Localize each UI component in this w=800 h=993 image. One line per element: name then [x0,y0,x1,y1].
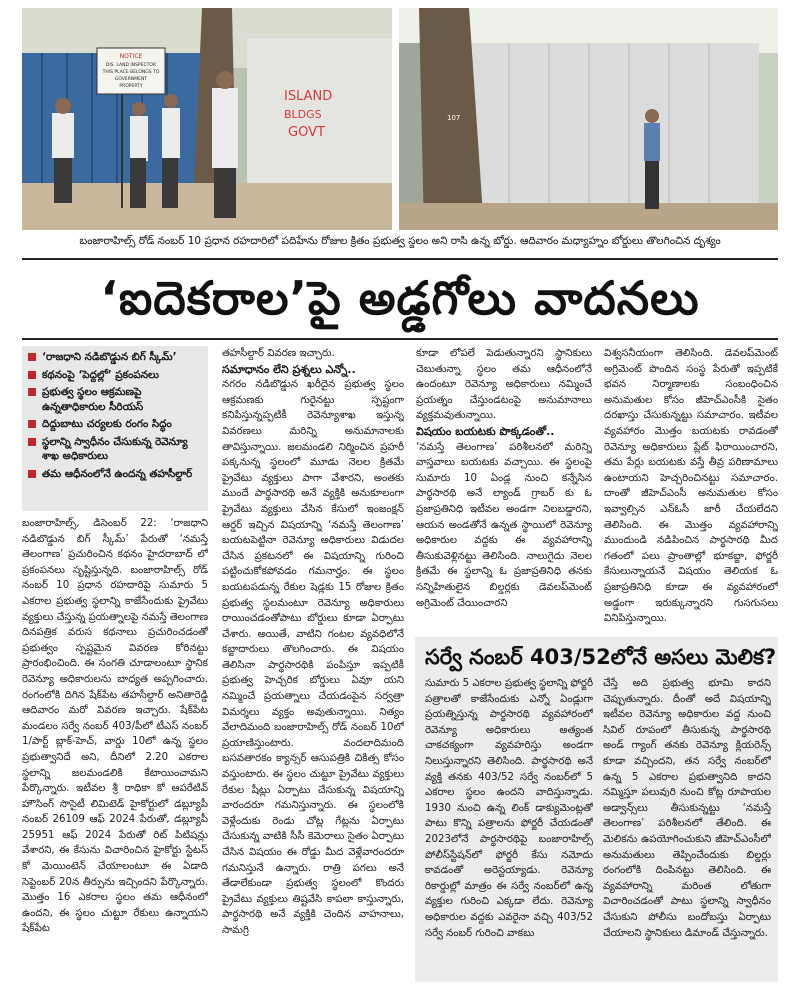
notice-line: THIS PLACE BELONGS TO [102,70,160,75]
notice-line: PROPERTY [119,84,143,89]
highlight-item: దిద్దుబాటు చర్యలకు రంగం సిద్ధం [28,417,202,432]
article-paragraph: తహసీల్దార్ వివరణ ఇచ్చారు. [222,348,335,359]
bullet-square-icon [28,388,36,396]
article-paragraph: ‘నమస్తే తెలంగాణ’ పరిశీలనలో మరిన్ని వాస్తవాలు బయటకు వచ్చాయి. ఈ స్థలంపై సుమారు 10 ఏండ్ల నుంచి కన్నేసిన పార్థసారథి అనే ల్యాండ్ గ్రాబర్ కు ఓ ప్రజాప్రతినిధి ఇటీవల అండగా నిలబడ్డారని, ఆయన అండతోనే ఉన్నత స్థాయిలో రెవెన్యూ అధికారుల వద్దకు ఈ వ్యవహారాన్ని తీసుకువెళ్లినట్టు తెలిసింది. నాలుగైదు నెలల క్రితమే ఈ స్థలాన్ని ఓ ప్రజాప్రతినిధి తనకు సన్నిహితులైన బిల్డర్లకు డెవలప్‌మెంట్ అగ్రిమెంట్ చేయించారని [416,441,592,609]
headline: ‘ఐదెకరాల’పై అడ్డగోలు వాదనలు [100,271,700,325]
article-paragraph: విశ్వసనీయంగా తెలిసింది. డెవలప్‌మెంట్ అగ్రిమెంట్ పొందిన సంస్థ పేరుతో ఇప్పటికే భవన నిర్మాణాలకు సంబంధించిన అనుమతుల కోసం జీహెచ్‌ఎంసీకి సైతం దరఖాస్తు చేసుకున్నట్టు సమాచారం. ఇటీవల వ్యవహారం మొత్తం బయటకు రావడంతో రెవెన్యూ అధికారులు ప్లేట్ ఫిరాయించారని, తమ పేర్లు బయటకు వస్తే తీవ్ర పరిణామాలు ఉంటాయని హెచ్చరించినట్టు సమాచారం. దాంతో జీహెచ్‌ఎంసీ అనుమతుల కోసం ఇవ్వాల్సిన ఎన్‌ఓసీ జారీ చేయలేదని తెలిసింది. ఈ మొత్తం వ్యవహారాన్ని ముందుండి నడిపించిన పార్థసారథి మీద గతంలో పలు ప్రాంతాల్లో భూకబ్జా, ఫోర్జరీ కేసులున్నాయనే విషయం తెలియక ఓ ప్రజాప్రతినిధి కూడా ఈ వ్యవహారంలో అడ్డంగా ఇరుక్కున్నారని గుసగుసలు వినిపిస్తున్నాయి. [604,348,778,625]
notice-line: DIS. LAND INSPECTOR [105,63,157,68]
graffiti-line: BLDGS [284,108,322,121]
tree-number: 107 [447,114,461,122]
photo-removed-boards-illustration [399,8,778,230]
article-paragraph: చేస్తే అది ప్రభుత్వ భూమి కాదని చెప్పుతున్నారు. దీంతో అదే విషయాన్ని ఇటీవల రెవెన్యూ అధికారుల వద్ద నుంచి సివిల్ రూపంలో తీసుకున్న పార్థసారథి అండ్ గ్యాంగ్ తనకు రెవెన్యూ క్లియరెన్స్ కూడా వచ్చిందని, తన సర్వే నంబర్‌లో ఉన్న 5 ఎకరాల ప్రభుత్వానిది కాదని నమ్మిస్తూ పలువురి నుంచి కోట్ల రూపాయల అడ్వాన్స్‌లు తీసుకున్నట్టు ‘నమస్తే తెలంగాణ’ పరిశీలనలో తేలింది. ఈ మెలికను ఉపయోగించుకుని జీహెచ్‌ఎంసీలో అనుమతులు తెప్పించేందుకు బిల్డర్లు రంగంలోకి దింపినట్టు తెలిసింది. ఈ వ్యవహారాన్ని మరింత లోతుగా విచారించడంతో పాటు స్థలాన్ని స్వాధీనం చేసుకుని పోలీసు బందోబస్తు ఏర్పాటు చేయాలని స్థానికులు డిమాండ్ చేస్తున్నారు. [603,678,771,939]
notice-line: NOTICE [119,53,143,60]
bullet-square-icon [28,420,36,428]
graffiti-line: ISLAND [284,89,333,104]
photo-signboard [22,8,392,230]
photo-signboard-illustration [22,8,392,230]
bullet-square-icon [28,353,36,361]
photo-caption: బంజారాహిల్స్ రోడ్ నంబర్ 10 ప్రధాన రహదారిలో పదిహేను రోజుల క్రితం ప్రభుత్వ స్థలం అని రాసి ఉన్న బోర్డు. ఆదివారం మధ్యాహ్నం బోర్డులు తొలగించిన దృశ్యం [79,235,721,247]
notice-line: GOVERNMENT [114,77,148,82]
article-paragraph: సుమారు 5 ఎకరాల ప్రభుత్వ స్థలాన్ని ఫోర్జరీ పత్రాలతో కాజేసేందుకు ఎన్నో ఏండ్లుగా ప్రయత్నిస్తున్న పార్థసారథి వ్యవహారంలో రెవెన్యూ అధికారులు అత్యంత చాకచక్యంగా వ్యవహరిస్తు అండగా నిలుస్తున్నారని తెలిసింది. పార్థసారథి అనే వ్యక్తి తనకు 403/52 సర్వే నంబర్‌లో 5 ఎకరాల స్థలం ఉందని వాదిస్తున్నాడు. 1930 నుంచి ఉన్న లింక్ డాక్యుమెంట్లతో పాటు కొన్ని పత్రాలను ఫోర్జరీ చేయడంతో 2023లోనే పార్థసారథిపై బంజారాహిల్స్ పోలీస్‌స్టేషన్‌లో ఫోర్జరీ కేసు నమోదు కావడంతో అరెస్టయ్యాడు. రెవెన్యూ రికార్డుల్లో మాత్రం ఈ సర్వే నంబర్‌లో ఉన్న వ్యక్తుల గురించి ఎక్కడా లేదు. రెవెన్యూ అధికారుల వద్దకు ఎవరైనా వచ్చి 403/52 సర్వే నంబర్ గురించి వాకబు [425,678,593,939]
column-1 [22,516,208,986]
sidebar-box-left-column [425,676,593,978]
bullet-square-icon [28,371,36,379]
highlight-item: ‘రాజధాని నడిబొడ్డున బిగ్ స్కీమ్’ [28,350,202,365]
photo-removed-boards [399,8,778,230]
article-paragraph: బంజారాహిల్స్, డిసెంబర్ 22: ‘రాజధాని నడిబొడ్డున బిగ్ స్కీమ్’ పేరుతో ‘నమస్తే తెలంగాణ’ ప్రచురించిన కథనం హైదరాబాద్ లో ప్రకంపనలు సృష్టిస్తున్నది. బంజారాహిల్స్ రోడ్ నంబర్ 10 ప్రధాన రహదారిపై సుమారు 5 ఎకరాల ప్రభుత్వ స్థలాన్ని కాజేసేందుకు ప్రైవేటు వ్యక్తులు చేస్తున్న ప్రయత్నాలపై నమస్తే తెలంగాణ దినపత్రిక వరుస కథనాలు ప్రచురించడంతో ప్రభుత్వం స్పష్టమైన వివరణ కోరినట్టు ప్రారంభించింది. ఈ సంగతి చూడాలంటూ స్థానిక రెవెన్యూ అధికారులను బాధ్యత అప్పగించారు. రంగంలోకి దిగిన షేక్‌పేట తహసీల్దార్ అనితారెడ్డి ఆదివారం మరో వివరణ ఇచ్చారు. షేక్‌పేట మండలం సర్వే నంబర్ 403/పీలో టీఎస్ నంబర్ 1/పార్ట్ బ్లాక్-హెచ్, వార్డు 10లో ఉన్న స్థలం ప్రభుత్వానిదే అని, దీనిలో 2.20 ఎకరాల స్థలాన్ని జలమండలికి కేటాయించామని పేర్కొన్నారు. ఇటీవల శ్రీ రాధికా కో ఆపరేటివ్ హౌసింగ్ సొసైటీ లిమిటెడ్ హైకోర్టులో డబ్ల్యూపీ నంబర్ 26109 ఆఫ్ 2024 పేరుతో, డబ్ల్యూపీ 25951 ఆఫ్ 2024 పేరుతో రిట్ పిటిషన్లు వేశారని, ఈ కేసును విచారించిన హైకోర్టు స్టేటస్ కో మెయింటెన్ చేయాలంటూ ఈ ఏడాది సెప్టెంబర్ 20న తీర్పును ఇచ్చిందని పేర్కొన్నారు. మొత్తం 16 ఎకరాల స్థలం తమ ఆధీనంలో ఉందని, ఈ స్థలం చుట్టూ రేకులు ఉన్నాయని షేక్‌పేట [22,518,208,935]
sidebar-box-right-column [603,676,771,978]
highlight-item: స్థలాన్ని స్వాధీనం చేసుకున్న రెవెన్యూ శాఖ అధికారులు [28,435,202,464]
article-paragraph: నగరం నడిబొడ్డున ఖరీదైన ప్రభుత్వ స్థలం ఆక్రమణకు గురైనట్టు స్పష్టంగా కనిపిస్తున్నప్పటికీ రెవెన్యూశాఖ ఇస్తున్న వివరణలు మరిన్ని అనుమానాలకు తావిస్తున్నాయి. జలమండలి నిర్మించిన ప్రహరీ పక్కనున్న స్థలంలో మూడు నెలల క్రితమే ప్రైవేటు వ్యక్తులు పాగా వేశారని, అంతకు ముందే పార్థసారథి అనే వ్యక్తికి అనుకూలంగా ప్రైవేటు వ్యక్తులు వేసిన కేసులో ఇంజంక్షన్ ఆర్డర్ ఇచ్చిన విషయాన్ని ‘నమస్తే తెలంగాణ’ బయటపెట్టినా రెవెన్యూ అధికారులు విడుదల చేసిన ప్రకటనలో ఈ విషయాన్ని గురించి పట్టించుకోకపోవడం గమనార్హం. ఈ స్థలం బయటపడున్న రేకుల షెడ్లకు 15 రోజుల క్రితం ప్రభుత్వ స్థలమంటూ రెవెన్యూ అధికారులు రాయించడంతోపాటు బోర్డులు కూడా ఏర్పాటు చేశారు. అయితే, వాటిని గంటల వ్యవధిలోనే కబ్జాదారులు తొలగించారు. ఈ విషయం తెలిసినా పార్థసారథికి పంపిస్తూ ఇప్పటికీ ప్రభుత్వ హెచ్చరిక బోర్డులు ఏవూ యని నమ్మించే ప్రయత్నాలు చేయడంపైన సర్వత్రా విమర్శలు వ్యక్తం అవుతున్నాయి. నిత్యం వేలాదిమంది బంజారాహిల్స్ రోడ్ నంబర్ 10లో ప్రయాణిస్తుంటారు. వందలాదిమంది బసవతారకం క్యాన్సర్ ఆసుపత్రికి చికిత్స కోసం వస్తుంటారు. ఈ స్థలం చుట్టూ ప్రైవేటు వ్యక్తులు రేకుల షీట్లు ఏర్పాటు చేసుకున్న విషయాన్ని వారందరూ గమనిస్తున్నారు. ఈ స్థలంలోకి వెళ్లేందుకు రెండు చోట్ల గేట్లను ఏర్పాటు చేసుకున్న వాటికి సీసీ కెమెరాలు సైతం ఏర్పాటు చేసిన విషయం ఈ రోడ్డు మీద వెళ్లేవారందరూ గమనిస్తునే ఉన్నారు. రాత్రి పగలు అనే తేడాలేకుండా ప్రభుత్వ స్థలంలో కొందరు ప్రైవేటు వ్యక్తులు తిష్టవేసి కాపలా కాస్తున్నారు, పార్థసారథి అనే వ్యక్తికి చెందిన వాహనాలు, సామగ్రి [222,379,404,936]
highlights-panel [22,346,208,511]
article-paragraph: కూడా లోపలే పెడుతున్నారని స్థానికులు చెబుతున్నా స్థలం తమ ఆధీనంలోనే ఉందంటూ రెవెన్యూ అధికారులు నమ్మించే ప్రయత్నం చేస్తుండటంపై అనుమానాలు వ్యక్తమవుతున్నాయి. [416,348,592,422]
rule-top [22,258,778,260]
column-4 [604,346,778,631]
highlight-item: తమ ఆధీనంలోనే ఉందన్న తహసీల్దార్ [28,467,202,482]
rule-bottom [22,338,778,340]
highlight-item: ప్రభుత్వ స్థలం ఆక్రమణపై ఉన్నతాధికారుల సీరియస్ [28,385,202,414]
section-subhead: విషయం బయటకు పొక్కడంతో.. [416,424,555,438]
column-3 [416,346,592,631]
highlight-item: కథనంపై ‘పెద్దల్లో’ ప్రకంపనలు [28,368,202,383]
column-2 [222,346,404,986]
section-subhead: సమాధానం లేని ప్రశ్నలు ఎన్నో.. [222,362,356,376]
bullet-square-icon [28,438,36,446]
graffiti-line: GOVT [288,125,325,140]
sidebar-box-title: సర్వే నంబర్ 403/52లోనే అసలు మెలిక? [425,645,777,669]
bullet-square-icon [28,470,36,478]
